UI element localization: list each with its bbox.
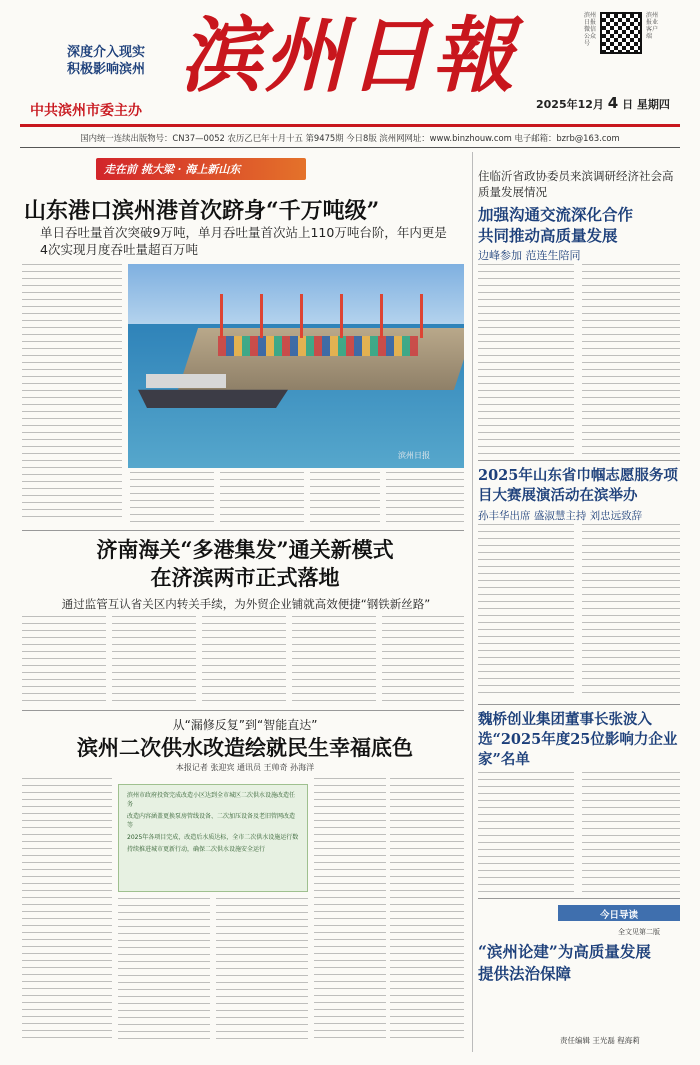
guide-label-bar — [558, 905, 680, 921]
qr-caption: 滨州日报 微信公众号 — [584, 12, 597, 47]
slogan-line-2: 积极影响滨州 — [66, 62, 145, 77]
article1-body-left — [22, 264, 122, 522]
right-mid-body-1 — [478, 524, 574, 698]
article3-body-2 — [118, 898, 210, 1044]
section-banner — [96, 158, 306, 180]
banner-text: 走在前 挑大梁 · 海上新山东 — [104, 163, 241, 176]
date-day: 4 — [607, 94, 619, 112]
right-mid-byline: 孙丰华出席 盛淑慧主持 刘忠远致辞 — [478, 510, 643, 522]
callout-box — [118, 784, 308, 892]
right-low-body-2 — [582, 772, 680, 892]
date-year-month: 2025年12月 — [536, 98, 604, 111]
article2-body-5 — [382, 616, 464, 702]
article1-body-bottom-3 — [310, 472, 380, 524]
info-rule — [20, 147, 680, 148]
article3-body-1 — [22, 778, 112, 1044]
publisher: 中共滨州市委主办 — [30, 103, 142, 119]
masthead-rule — [20, 124, 680, 127]
slogan-line-1: 深度介入现实 — [66, 45, 145, 60]
masthead — [0, 0, 700, 122]
article2-body-2 — [112, 616, 196, 702]
article1-subtitle: 单日吞吐量首次突破9万吨，单月吞吐量首次站上110万吨台阶，年内更是4次实现月度吞吐量超百万吨 — [40, 225, 447, 257]
article3-kicker: 从“漏修反复”到“智能直达” — [172, 718, 318, 732]
guide-title: “滨州论建”为高质量发展 提供法治保障 — [478, 942, 651, 983]
right-mid-body-2 — [582, 524, 680, 698]
right-top-kicker: 住临沂省政协委员来滨调研经济社会高质量发展情况 — [478, 169, 674, 199]
editor-credit: 责任编辑 王光磊 程海莉 — [560, 1036, 640, 1045]
right-mid-title: 2025年山东省巾帼志愿服务项目大赛展演活动在滨举办 — [478, 467, 678, 504]
divider-a2 — [22, 710, 464, 711]
article1-body-bottom-1 — [130, 472, 214, 524]
right-low-title: 魏桥创业集团董事长张波入选“2025年度25位影响力企业家”名单 — [478, 711, 678, 768]
article2-body-4 — [292, 616, 376, 702]
article3-byline: 本报记者 张迎宾 通讯员 王帅奇 孙海洋 — [175, 763, 315, 772]
photo-ship-deck — [146, 374, 226, 388]
article2-body-1 — [22, 616, 106, 702]
port-photo — [128, 264, 464, 468]
right-low-body-1 — [478, 772, 574, 892]
divider-r1 — [478, 460, 680, 461]
slogan — [58, 44, 154, 78]
article2-subtitle: 通过监管互认省关区内转关手续，为外贸企业铺就高效便捷“钢铁新丝路” — [61, 597, 431, 611]
article3-title: 滨州二次供水改造绘就民生幸福底色 — [77, 735, 413, 760]
article1-body-bottom-4 — [386, 472, 464, 524]
divider-a1 — [22, 530, 464, 531]
article2-body-3 — [202, 616, 286, 702]
qr-code-icon — [600, 12, 642, 54]
photo-containers — [218, 336, 418, 356]
article1-title: 山东港口滨州港首次跻身“千万吨级” — [24, 198, 380, 224]
callout-item: 滨州市政府投资完成改造小区达到全市城区二次供水设施改造任务 — [127, 792, 296, 808]
article1-body-bottom-2 — [220, 472, 304, 524]
callout-item: 2025年各项目完成，改造后水质达标，全市二次供水设施运行数 — [127, 834, 299, 841]
qr-caption-2: 滨州报业 客户端 — [646, 12, 659, 40]
article3-body-4 — [314, 778, 386, 1044]
right-top-byline: 边峰参加 范连生陪同 — [478, 249, 581, 262]
guide-box — [478, 898, 680, 1048]
guide-page: 全文见第二版 — [618, 928, 660, 936]
right-top-title: 加强沟通交流深化合作 共同推动高质量发展 — [478, 205, 634, 245]
issue-date — [536, 94, 670, 112]
newspaper-title: 滨州日報 — [180, 8, 516, 104]
divider-r2 — [478, 704, 680, 705]
callout-item: 持续推进城市更新行动，确保二次供水设施安全运行 — [127, 846, 266, 853]
article2-title: 济南海关“多港集发”通关新模式 在济滨两市正式落地 — [96, 537, 394, 590]
right-top-body-1 — [478, 264, 574, 454]
photo-watermark: 滨州日报 — [398, 451, 430, 460]
guide-label: 今日导读 — [599, 910, 638, 921]
qr-block — [584, 10, 684, 70]
right-top-body-2 — [582, 264, 680, 454]
column-divider — [472, 152, 473, 1052]
info-bar: 国内统一连续出版物号：CN37—0052 农历乙巳年十月十五 第9475期 今日8版 滨州网网址：www.binzhouw.com 电子邮箱：bzrb@163.com — [80, 133, 620, 143]
article3-body-5 — [390, 778, 464, 1044]
date-weekday: 日 星期四 — [622, 98, 670, 111]
photo-cranes — [198, 294, 438, 338]
article3-body-3 — [216, 898, 308, 1044]
callout-item: 改造内容涵盖更换泵房管线设备、二次加压设备及老旧管网改造等 — [127, 813, 296, 829]
